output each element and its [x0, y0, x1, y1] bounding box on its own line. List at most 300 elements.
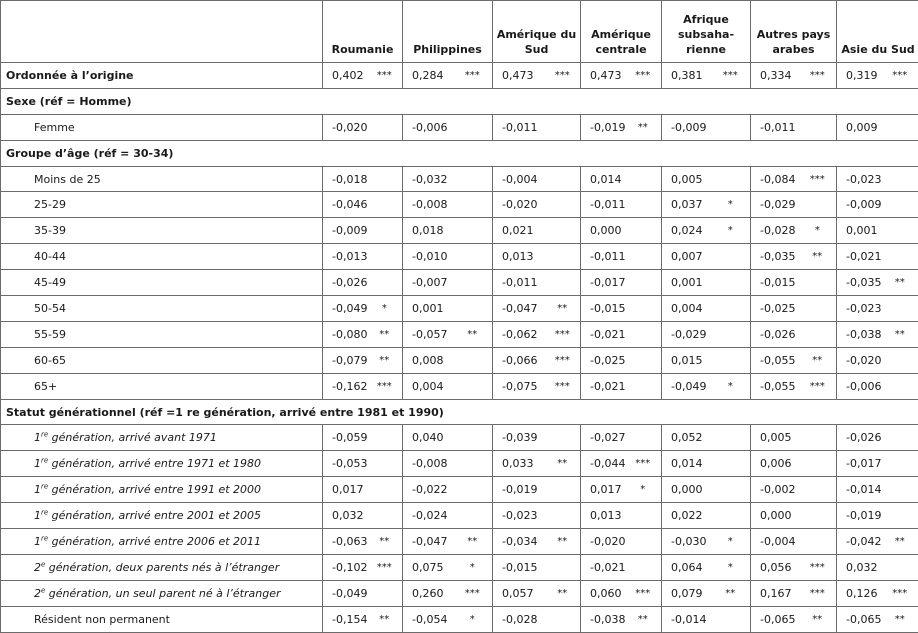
significance-stars: [549, 244, 581, 270]
coefficient-value: 0,004: [403, 373, 457, 399]
coefficient-value: -0,019: [493, 477, 549, 503]
significance-stars: [457, 373, 493, 399]
coefficient-value: 0,006: [751, 451, 803, 477]
significance-stars: **: [715, 580, 751, 606]
significance-stars: [549, 503, 581, 529]
coefficient-value: -0,042: [837, 529, 885, 555]
significance-stars: [885, 244, 918, 270]
significance-stars: **: [457, 529, 493, 555]
generation-number: 2: [34, 561, 41, 574]
table-row: [1, 425, 918, 451]
significance-stars: [885, 503, 918, 529]
significance-stars: [715, 166, 751, 192]
coefficient-value: -0,025: [751, 296, 803, 322]
coefficient-value: 0,021: [493, 218, 549, 244]
significance-stars: [803, 477, 837, 503]
coefficient-value: 0,032: [837, 554, 885, 580]
significance-stars: [371, 166, 403, 192]
significance-stars: [549, 218, 581, 244]
coefficient-value: -0,015: [493, 554, 549, 580]
coefficient-value: -0,023: [837, 296, 885, 322]
significance-stars: ***: [371, 373, 403, 399]
table-row: [1, 166, 918, 192]
column-header-afrique-subsaharienne: Afrique subsaha-rienne: [662, 1, 751, 63]
coefficient-value: -0,102: [323, 554, 371, 580]
row-label-text: génération, arrivé entre 1991 et 2000: [48, 483, 261, 496]
significance-stars: ***: [457, 63, 493, 89]
coefficient-value: -0,053: [323, 451, 371, 477]
generation-number: 1: [34, 457, 41, 470]
significance-stars: [629, 218, 662, 244]
table-row: [1, 296, 918, 322]
coefficient-value: 0,473: [581, 63, 629, 89]
significance-stars: [803, 114, 837, 140]
coefficient-value: -0,046: [323, 192, 371, 218]
significance-stars: [371, 218, 403, 244]
coefficient-value: -0,162: [323, 373, 371, 399]
coefficient-value: -0,030: [662, 529, 715, 555]
coefficient-value: 0,167: [751, 580, 803, 606]
significance-stars: [803, 321, 837, 347]
significance-stars: [715, 321, 751, 347]
significance-stars: [885, 166, 918, 192]
significance-stars: [457, 166, 493, 192]
significance-stars: [629, 529, 662, 555]
significance-stars: ***: [629, 63, 662, 89]
significance-stars: ***: [803, 580, 837, 606]
section-row: [1, 88, 918, 114]
significance-stars: ***: [371, 554, 403, 580]
coefficient-value: -0,062: [493, 321, 549, 347]
coefficient-value: -0,027: [581, 425, 629, 451]
coefficient-value: -0,020: [323, 114, 371, 140]
row-label: 40-44: [1, 244, 323, 270]
row-label: 55-59: [1, 321, 323, 347]
coefficient-value: -0,015: [751, 270, 803, 296]
significance-stars: [629, 192, 662, 218]
significance-stars: [549, 270, 581, 296]
significance-stars: [885, 114, 918, 140]
coefficient-value: 0,056: [751, 554, 803, 580]
generation-number: 1: [34, 509, 41, 522]
significance-stars: [549, 425, 581, 451]
significance-stars: **: [549, 451, 581, 477]
significance-stars: [715, 606, 751, 632]
significance-stars: [371, 192, 403, 218]
coefficient-value: 0,052: [662, 425, 715, 451]
significance-stars: *: [715, 192, 751, 218]
coefficient-value: -0,011: [751, 114, 803, 140]
coefficient-value: -0,084: [751, 166, 803, 192]
coefficient-value: -0,020: [581, 529, 629, 555]
table-row: [1, 529, 918, 555]
coefficient-value: -0,049: [323, 580, 371, 606]
significance-stars: [371, 451, 403, 477]
significance-stars: **: [371, 529, 403, 555]
coefficient-value: 0,057: [493, 580, 549, 606]
generation-number: 2: [34, 587, 41, 600]
coefficient-value: -0,028: [751, 218, 803, 244]
row-label-text: génération, deux parents nés à l’étranger: [45, 561, 279, 574]
significance-stars: ***: [803, 166, 837, 192]
significance-stars: ***: [715, 63, 751, 89]
table-row: [1, 477, 918, 503]
significance-stars: [885, 192, 918, 218]
significance-stars: [549, 192, 581, 218]
significance-stars: [715, 347, 751, 373]
coefficient-value: -0,009: [662, 114, 715, 140]
significance-stars: ***: [549, 347, 581, 373]
coefficient-value: -0,021: [837, 244, 885, 270]
significance-stars: [629, 503, 662, 529]
section-label: Groupe d’âge (réf = 30-34): [1, 140, 918, 166]
column-header-amerique-du-sud: Amérique du Sud: [493, 1, 581, 63]
coefficient-value: -0,035: [837, 270, 885, 296]
coefficient-value: -0,014: [837, 477, 885, 503]
table-row: [1, 192, 918, 218]
significance-stars: [549, 477, 581, 503]
table-row: [1, 554, 918, 580]
coefficient-value: -0,018: [323, 166, 371, 192]
row-label: [1, 554, 323, 580]
coefficient-value: 0,001: [837, 218, 885, 244]
coefficient-value: 0,001: [403, 296, 457, 322]
column-header-autres-pays-arabes: Autres pays arabes: [751, 1, 837, 63]
coefficient-value: 0,008: [403, 347, 457, 373]
significance-stars: ***: [549, 63, 581, 89]
table-row: [1, 218, 918, 244]
significance-stars: [803, 503, 837, 529]
coefficient-value: 0,005: [751, 425, 803, 451]
coefficient-value: -0,075: [493, 373, 549, 399]
significance-stars: *: [629, 477, 662, 503]
coefficient-value: 0,037: [662, 192, 715, 218]
significance-stars: [885, 451, 918, 477]
coefficient-value: -0,023: [837, 166, 885, 192]
significance-stars: [715, 477, 751, 503]
coefficient-value: 0,260: [403, 580, 457, 606]
coefficient-value: 0,017: [581, 477, 629, 503]
significance-stars: [715, 270, 751, 296]
coefficient-value: -0,022: [403, 477, 457, 503]
significance-stars: [885, 347, 918, 373]
coefficient-value: -0,029: [662, 321, 715, 347]
coefficient-value: -0,032: [403, 166, 457, 192]
coefficient-value: -0,065: [751, 606, 803, 632]
significance-stars: [885, 554, 918, 580]
coefficient-value: -0,011: [493, 114, 549, 140]
column-header-asie-du-sud: Asie du Sud: [837, 1, 918, 63]
coefficient-value: -0,021: [581, 373, 629, 399]
coefficient-value: -0,023: [493, 503, 549, 529]
row-label: [1, 580, 323, 606]
significance-stars: **: [629, 114, 662, 140]
coefficient-value: -0,059: [323, 425, 371, 451]
coefficient-value: 0,284: [403, 63, 457, 89]
section-row: [1, 140, 918, 166]
coefficient-value: 0,022: [662, 503, 715, 529]
table-row: [1, 63, 918, 89]
column-header-roumanie: Roumanie: [323, 1, 403, 63]
significance-stars: [457, 296, 493, 322]
significance-stars: *: [715, 218, 751, 244]
column-header-amerique-centrale: Amérique centrale: [581, 1, 662, 63]
significance-stars: [629, 347, 662, 373]
significance-stars: **: [549, 296, 581, 322]
significance-stars: **: [803, 244, 837, 270]
significance-stars: **: [885, 529, 918, 555]
coefficient-value: -0,038: [581, 606, 629, 632]
significance-stars: **: [629, 606, 662, 632]
significance-stars: ***: [457, 580, 493, 606]
significance-stars: [629, 425, 662, 451]
coefficient-value: -0,013: [323, 244, 371, 270]
significance-stars: [715, 244, 751, 270]
ordinal-suffix: re: [41, 483, 48, 491]
coefficient-value: 0,000: [581, 218, 629, 244]
coefficient-value: -0,017: [581, 270, 629, 296]
coefficient-value: -0,080: [323, 321, 371, 347]
significance-stars: **: [803, 606, 837, 632]
significance-stars: ***: [549, 373, 581, 399]
table-row: [1, 580, 918, 606]
coefficient-value: -0,024: [403, 503, 457, 529]
row-label: 25-29: [1, 192, 323, 218]
coefficient-value: -0,017: [837, 451, 885, 477]
ordinal-suffix: e: [41, 560, 45, 568]
ordinal-suffix: re: [41, 508, 48, 516]
significance-stars: *: [371, 296, 403, 322]
coefficient-value: -0,008: [403, 451, 457, 477]
significance-stars: [457, 218, 493, 244]
coefficient-value: -0,007: [403, 270, 457, 296]
significance-stars: ***: [803, 373, 837, 399]
ordinal-suffix: re: [41, 457, 48, 465]
row-label: Moins de 25: [1, 166, 323, 192]
section-row: [1, 399, 918, 425]
row-label-text: génération, arrivé entre 2006 et 2011: [48, 535, 261, 548]
coefficient-value: -0,055: [751, 373, 803, 399]
header-row: [1, 1, 918, 63]
significance-stars: [629, 321, 662, 347]
coefficient-value: -0,038: [837, 321, 885, 347]
coefficient-value: 0,064: [662, 554, 715, 580]
header-empty-cell: [1, 1, 323, 63]
significance-stars: [371, 425, 403, 451]
row-label: 35-39: [1, 218, 323, 244]
coefficient-value: -0,025: [581, 347, 629, 373]
significance-stars: [457, 347, 493, 373]
significance-stars: [371, 580, 403, 606]
coefficient-value: 0,018: [403, 218, 457, 244]
significance-stars: *: [715, 373, 751, 399]
significance-stars: [715, 425, 751, 451]
significance-stars: [371, 244, 403, 270]
significance-stars: *: [457, 554, 493, 580]
row-label: 60-65: [1, 347, 323, 373]
coefficient-value: -0,015: [581, 296, 629, 322]
coefficient-value: -0,054: [403, 606, 457, 632]
row-label: Ordonnée à l’origine: [1, 63, 323, 89]
significance-stars: [629, 554, 662, 580]
significance-stars: [803, 270, 837, 296]
coefficient-value: 0,033: [493, 451, 549, 477]
significance-stars: **: [371, 347, 403, 373]
coefficient-value: 0,013: [581, 503, 629, 529]
coefficient-value: -0,055: [751, 347, 803, 373]
significance-stars: [457, 451, 493, 477]
significance-stars: [457, 425, 493, 451]
coefficient-value: -0,006: [403, 114, 457, 140]
coefficient-value: -0,079: [323, 347, 371, 373]
coefficient-value: -0,002: [751, 477, 803, 503]
significance-stars: [885, 218, 918, 244]
significance-stars: ***: [885, 63, 918, 89]
coefficient-value: -0,008: [403, 192, 457, 218]
coefficient-value: -0,026: [751, 321, 803, 347]
row-label: 65+: [1, 373, 323, 399]
coefficient-value: -0,028: [493, 606, 549, 632]
ordinal-suffix: e: [41, 586, 45, 594]
significance-stars: [457, 192, 493, 218]
coefficient-value: -0,009: [323, 218, 371, 244]
significance-stars: [629, 166, 662, 192]
coefficient-value: 0,024: [662, 218, 715, 244]
coefficient-value: 0,060: [581, 580, 629, 606]
coefficient-value: -0,034: [493, 529, 549, 555]
section-label: Statut générationnel (réf =1 re génération, arrivé entre 1981 et 1990): [1, 399, 918, 425]
significance-stars: [715, 114, 751, 140]
row-label: [1, 529, 323, 555]
coefficient-value: -0,026: [323, 270, 371, 296]
coefficient-value: -0,047: [493, 296, 549, 322]
coefficient-value: 0,009: [837, 114, 885, 140]
coefficient-value: -0,020: [837, 347, 885, 373]
table-row: [1, 321, 918, 347]
significance-stars: [885, 425, 918, 451]
coefficient-value: 0,319: [837, 63, 885, 89]
coefficient-value: 0,040: [403, 425, 457, 451]
coefficient-value: -0,057: [403, 321, 457, 347]
table-row: [1, 114, 918, 140]
table-row: [1, 373, 918, 399]
significance-stars: [457, 244, 493, 270]
significance-stars: ***: [629, 580, 662, 606]
coefficient-value: -0,039: [493, 425, 549, 451]
coefficient-value: -0,011: [493, 270, 549, 296]
coefficient-value: -0,011: [581, 192, 629, 218]
significance-stars: [715, 451, 751, 477]
table-row: [1, 451, 918, 477]
significance-stars: [715, 296, 751, 322]
significance-stars: **: [885, 606, 918, 632]
coefficient-value: -0,014: [662, 606, 715, 632]
significance-stars: [457, 114, 493, 140]
coefficient-value: -0,065: [837, 606, 885, 632]
significance-stars: [629, 244, 662, 270]
table-row: [1, 606, 918, 632]
table-row: [1, 270, 918, 296]
coefficient-value: 0,473: [493, 63, 549, 89]
column-header-philippines: Philippines: [403, 1, 493, 63]
coefficient-value: -0,035: [751, 244, 803, 270]
row-label-text: génération, arrivé entre 2001 et 2005: [48, 509, 261, 522]
significance-stars: [457, 477, 493, 503]
significance-stars: **: [371, 321, 403, 347]
significance-stars: *: [803, 218, 837, 244]
significance-stars: ***: [885, 580, 918, 606]
coefficient-value: 0,402: [323, 63, 371, 89]
significance-stars: **: [885, 321, 918, 347]
significance-stars: [549, 606, 581, 632]
row-label: [1, 477, 323, 503]
significance-stars: [457, 503, 493, 529]
row-label: 50-54: [1, 296, 323, 322]
significance-stars: [457, 270, 493, 296]
significance-stars: [803, 451, 837, 477]
row-label-text: génération, arrivé avant 1971: [48, 431, 217, 444]
significance-stars: [803, 192, 837, 218]
coefficient-value: -0,004: [751, 529, 803, 555]
significance-stars: **: [457, 321, 493, 347]
coefficient-value: 0,000: [662, 477, 715, 503]
row-label: [1, 503, 323, 529]
significance-stars: [629, 270, 662, 296]
coefficient-value: 0,005: [662, 166, 715, 192]
significance-stars: [885, 296, 918, 322]
significance-stars: [629, 296, 662, 322]
coefficient-value: -0,011: [581, 244, 629, 270]
significance-stars: [803, 296, 837, 322]
significance-stars: [885, 477, 918, 503]
coefficient-value: -0,029: [751, 192, 803, 218]
table-row: [1, 347, 918, 373]
coefficient-value: -0,020: [493, 192, 549, 218]
coefficient-value: 0,334: [751, 63, 803, 89]
generation-number: 1: [34, 431, 41, 444]
significance-stars: [371, 477, 403, 503]
coefficient-value: 0,079: [662, 580, 715, 606]
coefficient-value: -0,049: [323, 296, 371, 322]
coefficient-value: 0,001: [662, 270, 715, 296]
coefficient-value: 0,017: [323, 477, 371, 503]
coefficient-value: 0,126: [837, 580, 885, 606]
significance-stars: [371, 114, 403, 140]
coefficient-value: 0,007: [662, 244, 715, 270]
row-label: Femme: [1, 114, 323, 140]
coefficient-value: -0,066: [493, 347, 549, 373]
coefficient-value: 0,014: [662, 451, 715, 477]
coefficient-value: 0,015: [662, 347, 715, 373]
significance-stars: [549, 114, 581, 140]
coefficient-value: -0,019: [581, 114, 629, 140]
ordinal-suffix: re: [41, 431, 48, 439]
significance-stars: [371, 270, 403, 296]
significance-stars: **: [885, 270, 918, 296]
coefficient-value: 0,075: [403, 554, 457, 580]
row-label: [1, 425, 323, 451]
significance-stars: [803, 529, 837, 555]
significance-stars: [885, 373, 918, 399]
coefficient-value: -0,004: [493, 166, 549, 192]
row-label-text: génération, arrivé entre 1971 et 1980: [48, 457, 261, 470]
coefficient-value: -0,154: [323, 606, 371, 632]
row-label: 45-49: [1, 270, 323, 296]
coefficient-value: 0,013: [493, 244, 549, 270]
row-label: Résident non permanent: [1, 606, 323, 632]
coefficient-value: -0,009: [837, 192, 885, 218]
significance-stars: ***: [803, 63, 837, 89]
